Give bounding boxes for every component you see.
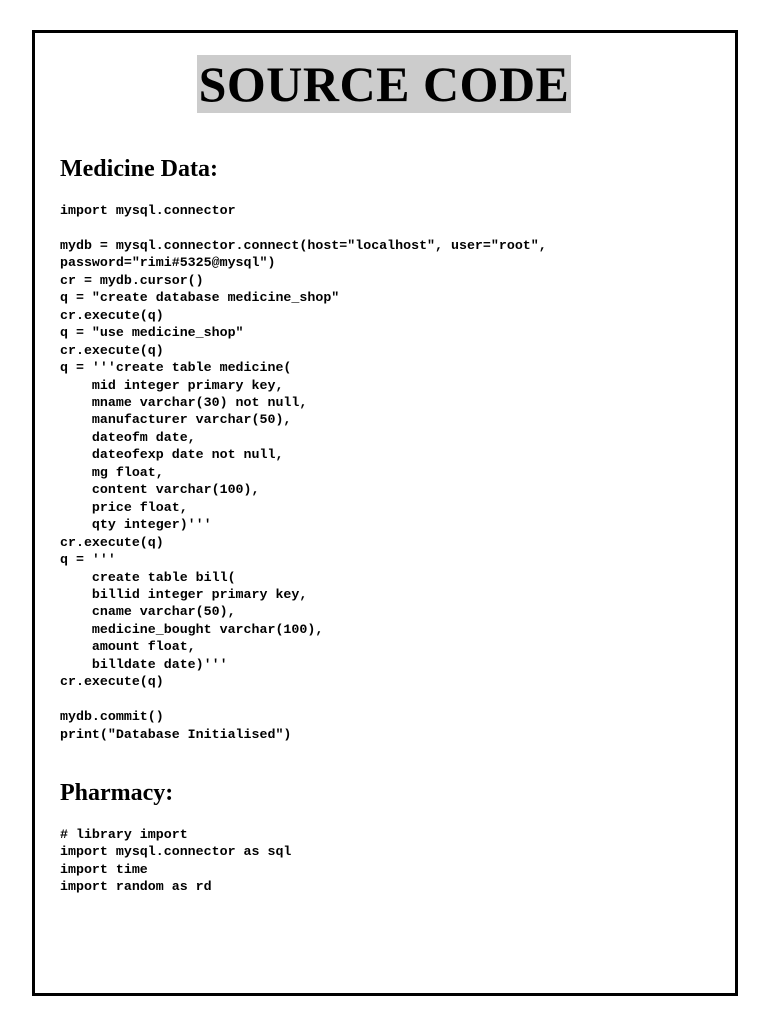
code-line: dateofexp date not null, (60, 447, 284, 463)
code-line: mg float, (60, 464, 164, 480)
code-line: q = "create database medicine_shop" (60, 290, 340, 306)
code-line: import mysql.connector (60, 203, 236, 218)
code-line: medicine_bought varchar(100), (60, 621, 324, 637)
section-heading-pharmacy: Pharmacy: (60, 780, 174, 806)
page-title: SOURCE CODE (198, 56, 570, 112)
code-line (60, 691, 547, 708)
code-line: mydb = mysql.connector.connect(host="localhost", user="root", (60, 237, 547, 253)
code-block-pharmacy (60, 826, 291, 896)
code-line: cr.execute(q) (60, 534, 164, 550)
code-line: amount float, (60, 639, 196, 655)
code-line: mydb.commit() (60, 709, 164, 725)
code-line: create table bill( (60, 569, 236, 585)
code-line: dateofm date, (60, 429, 196, 445)
section-heading-medicine-data: Medicine Data: (60, 156, 218, 182)
code-line: manufacturer varchar(50), (60, 412, 292, 428)
code-line: password="rimi#5325@mysql") (60, 255, 276, 271)
code-line: cr.execute(q) (60, 307, 164, 323)
code-line: cr.execute(q) (60, 342, 164, 358)
code-line: content varchar(100), (60, 482, 260, 498)
code-line: q = '''create table medicine( (60, 360, 292, 376)
code-line: import random as rd (60, 879, 212, 895)
code-line: qty integer)''' (60, 517, 212, 533)
code-line: cname varchar(50), (60, 604, 236, 620)
code-block-medicine-data (60, 202, 547, 743)
code-line (60, 219, 547, 236)
code-line: import mysql.connector as sql (60, 844, 292, 860)
code-line: q = "use medicine_shop" (60, 325, 244, 341)
code-line: billdate date)''' (60, 656, 228, 672)
code-line: mid integer primary key, (60, 377, 284, 393)
code-line: print("Database Initialised") (60, 726, 292, 742)
code-line: # library import (60, 827, 188, 842)
code-line: cr.execute(q) (60, 674, 164, 690)
code-line: q = ''' (60, 552, 116, 568)
code-line: import time (60, 861, 148, 877)
code-line: price float, (60, 499, 188, 515)
code-line: mname varchar(30) not null, (60, 394, 308, 410)
title-wrap (0, 55, 768, 113)
code-line: billid integer primary key, (60, 586, 308, 602)
code-line: cr = mydb.cursor() (60, 272, 204, 288)
